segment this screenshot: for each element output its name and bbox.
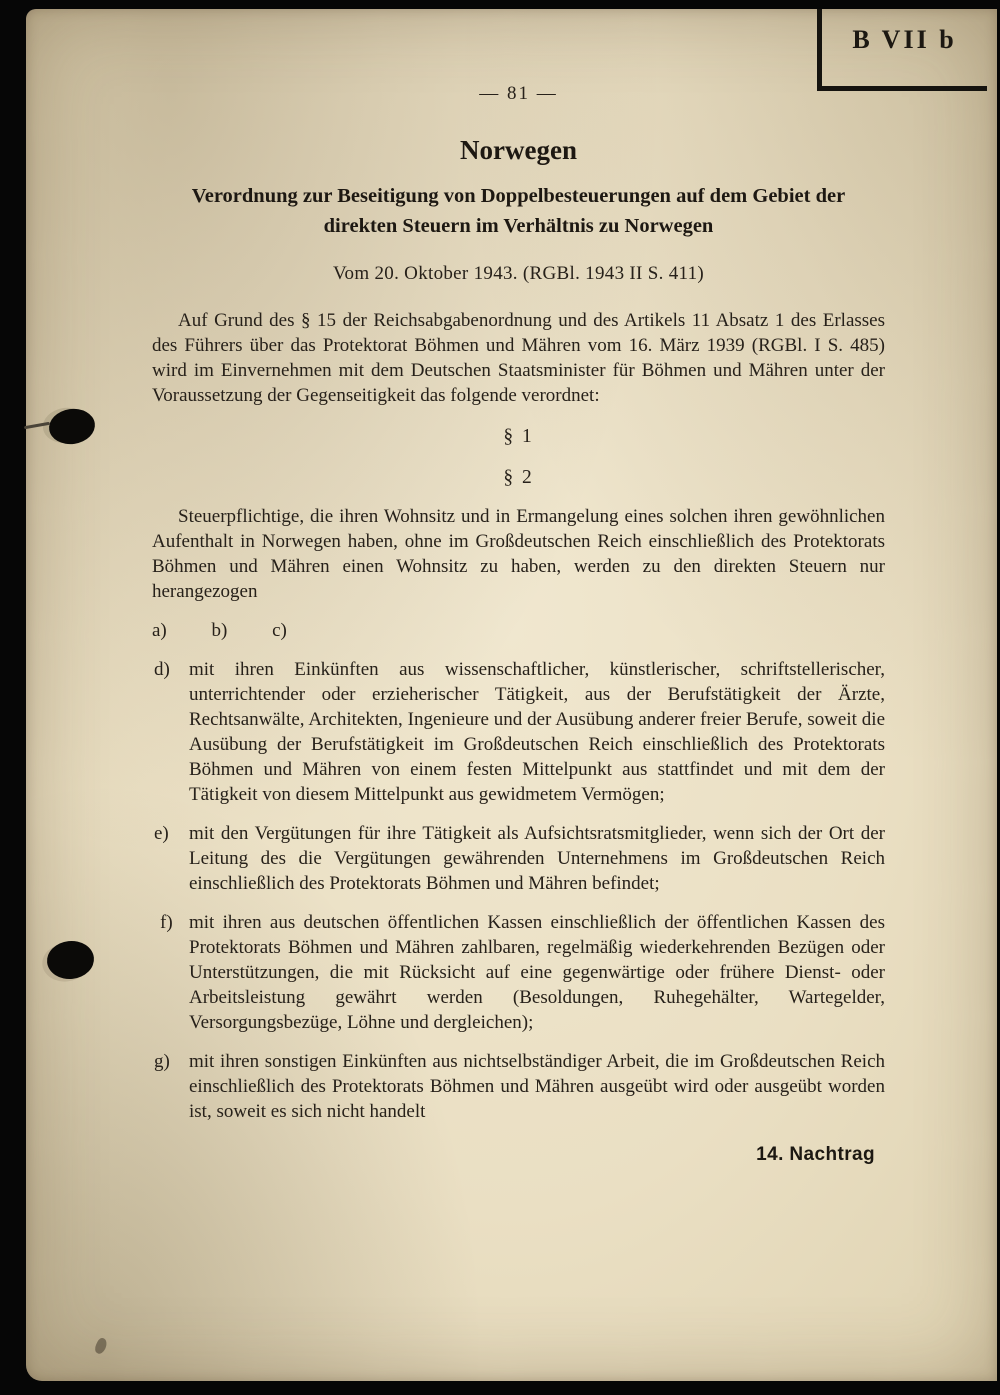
list-label-b: b) bbox=[211, 620, 228, 641]
list-item-label: f) bbox=[160, 912, 173, 933]
page-title: Norwegen bbox=[460, 135, 577, 165]
body-paragraph: Steuerpflichtige, die ihren Wohnsitz und in Ermangelung eines solchen ihren gewöhnlichen Aufenthalt in Norwegen haben, ohne im Großdeutschen Reich einschließlich des Protektorats Böhmen und Mähren einen Wohnsitz zu haben, werden zu den direkten Steuern nur herangezogen bbox=[152, 506, 885, 602]
list-item-label: g) bbox=[154, 1051, 170, 1072]
list-item-text: mit ihren sonstigen Einkünften aus nichtselbständiger Arbeit, die im Großdeutschen Reich einschließlich des Protektorats Böhmen und Mähren ausgeübt wird oder ausgeübt worden ist, soweit es sich nicht handelt bbox=[189, 1051, 885, 1122]
intro-paragraph: Auf Grund des § 15 der Reichsabgabenordnung und des Artikels 11 Absatz 1 des Erlasses des Führers über das Protektorat Böhmen und Mähren vom 16. März 1939 (RGBl. I S. 485) wird im Einvernehmen mit dem Deutschen Staatsminister für Böhmen und Mähren unter der Voraussetzung der Gegenseitigkeit das folgende verordnet: bbox=[152, 310, 885, 406]
list-label-a: a) bbox=[152, 620, 167, 641]
list-label-c: c) bbox=[272, 620, 287, 641]
list-item-text: mit den Vergütungen für ihre Tätigkeit als Aufsichtsratsmitglieder, wenn sich der Ort der Leitung des die Vergütungen gewährenden Unternehmens im Großdeutschen Reich einschließlich des Protektorats Böhmen und Mähren befindet; bbox=[189, 823, 885, 894]
date-line: Vom 20. Oktober 1943. (RGBl. 1943 II S. 411) bbox=[332, 263, 705, 284]
page-subtitle: Verordnung zur Beseitigung von Doppelbesteuerungen auf dem Gebiet der direkten Steuern im Verhältnis zu Norwegen bbox=[191, 185, 846, 237]
list-row-abc bbox=[152, 618, 885, 643]
scanned-page bbox=[26, 9, 997, 1381]
list-item-text: mit ihren Einkünften aus wissenschaftlicher, künstlerischer, schriftstellerischer, unterrichtender oder erzieherischer Tätigkeit, aus der Berufstätigkeit der Ärzte, Rechtsanwälte, Architekten, Ingenieure und der Ausübung anderer freier Berufe, soweit die Ausübung der Berufstätigkeit im Großdeutschen Reich einschließlich des Protektorats Böhmen und Mähren von einem festen Mittelpunkt aus stattfindet und mit dem der Tätigkeit von diesem Mittelpunkt aus gewidmetem Vermögen; bbox=[189, 659, 885, 805]
section-mark-1: § 1 bbox=[503, 426, 534, 447]
list-item-e bbox=[152, 821, 885, 896]
list-item-d bbox=[152, 657, 885, 807]
corner-label: B VII b bbox=[852, 25, 957, 54]
list-item-text: mit ihren aus deutschen öffentlichen Kassen einschließlich der öffentlichen Kassen des Protektorats Böhmen und Mähren zahlbaren, regelmäßig wiederkehrenden Bezügen oder Unterstützungen, die mit Rücksicht auf eine gegenwärtige oder frühere Dienst- oder Arbeitsleistung gewährt werden (Besoldungen, Ruhegehälter, Wartegelder, Versorgungsbezüge, Löhne und dergleichen); bbox=[189, 912, 885, 1033]
list-item-f bbox=[152, 910, 885, 1035]
section-mark-2: § 2 bbox=[503, 467, 534, 488]
list-item-g bbox=[152, 1049, 885, 1124]
text-column bbox=[152, 9, 885, 1167]
supplement-footer: 14. Nachtrag bbox=[756, 1144, 875, 1165]
list-item-label: e) bbox=[154, 823, 169, 844]
page-number: — 81 — bbox=[479, 83, 558, 104]
list-item-label: d) bbox=[154, 659, 170, 680]
